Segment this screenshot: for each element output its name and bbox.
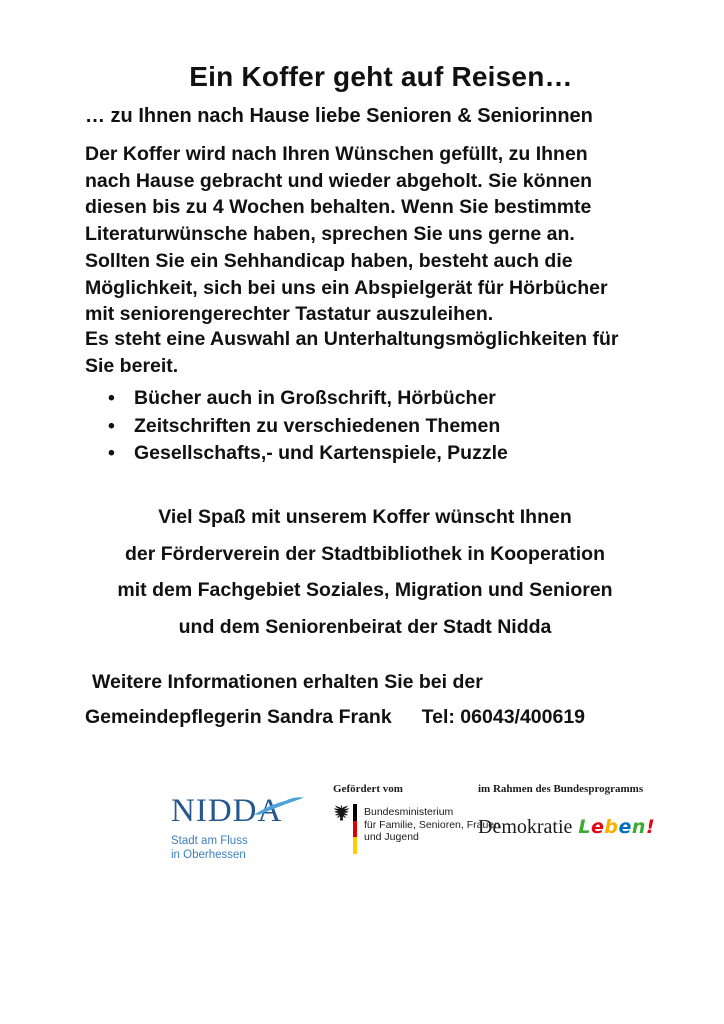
subtitle: … zu Ihnen nach Hause liebe Senioren & Seniorinnen <box>85 105 593 127</box>
contact-phone: Tel: 06043/400619 <box>421 706 586 728</box>
paragraph-auswahl <box>85 326 618 379</box>
nidda-wordmark: NIDDA <box>171 793 283 829</box>
list-item <box>108 413 508 441</box>
nidda-tagline: in Oberhessen <box>171 849 246 861</box>
paragraph-line: Sollten Sie ein Sehhandicap haben, besteht auch die <box>85 250 573 272</box>
paragraph-line: diesen bis zu 4 Wochen behalten. Wenn Sie bestimmte <box>85 196 592 218</box>
paragraph-sehhandicap <box>85 248 608 328</box>
list-item-text: Gesellschafts,- und Kartenspiele, Puzzle <box>134 442 508 464</box>
closing-line: mit dem Fachgebiet Soziales, Migration und Senioren <box>117 579 613 601</box>
paragraph-line: Der Koffer wird nach Ihren Wünschen gefüllt, zu Ihnen <box>85 143 588 165</box>
page-title: Ein Koffer geht auf Reisen… <box>189 60 573 92</box>
bullet-icon: • <box>108 387 115 409</box>
paragraph-line: Literaturwünsche haben, sprechen Sie uns gerne an. <box>85 222 575 245</box>
nidda-bird-icon <box>253 796 305 816</box>
ministry-line: und Jugend <box>364 831 419 843</box>
nidda-tagline: Stadt am Fluss <box>171 835 248 847</box>
paragraph-line: Möglichkeit, sich bei uns ein Abspielgerät für Hörbücher <box>85 276 608 299</box>
list-item <box>108 385 508 413</box>
paragraph-line: Es steht eine Auswahl an Unterhaltungsmöglichkeiten für <box>85 328 619 350</box>
bullet-icon: • <box>108 442 115 464</box>
closing-block <box>0 499 724 645</box>
demokratie-leben-logo <box>478 783 655 839</box>
ministry-line: für Familie, Senioren, Frauen <box>364 818 500 831</box>
list-item <box>108 440 508 468</box>
paragraph-line: nach Hause gebracht und wieder abgeholt. Sie können <box>85 169 593 192</box>
contact-info-line: Weitere Informationen erhalten Sie bei der <box>92 671 483 693</box>
flag-black-band <box>353 804 357 821</box>
flag-red-band <box>353 821 357 837</box>
demokratie-wordmark: Demokratie <box>478 816 573 838</box>
flag-gold-band <box>353 837 357 854</box>
list-item-text: Bücher auch in Großschrift, Hörbücher <box>134 387 496 409</box>
leben-wordmark: Leben! <box>578 816 656 838</box>
ministry-line: Bundesministerium <box>364 806 454 818</box>
paragraph-line: mit seniorengerechter Tastatur auszuleihen. <box>85 303 494 325</box>
nidda-logo <box>171 795 311 862</box>
paragraph-line: Sie bereit. <box>85 354 179 377</box>
closing-line: der Förderverein der Stadtbibliothek in Kooperation <box>125 542 605 565</box>
paragraph-koffer <box>85 141 592 247</box>
closing-line: und dem Seniorenbeirat der Stadt Nidda <box>178 615 552 638</box>
federal-eagle-icon <box>333 804 350 823</box>
program-header: im Rahmen des Bundesprogramms <box>478 783 644 795</box>
bullet-icon: • <box>108 414 115 437</box>
closing-line: Viel Spaß mit unserem Koffer wünscht Ihnen <box>158 506 572 528</box>
funding-header: Gefördert vom <box>333 783 403 795</box>
german-flag-stripe <box>353 804 357 854</box>
contact-name-line <box>85 706 585 729</box>
contact-person: Gemeindepflegerin Sandra Frank <box>85 706 392 728</box>
list-item-text: Zeitschriften zu verschiedenen Themen <box>134 414 501 437</box>
bullet-list <box>108 385 508 468</box>
bmfsfj-logo <box>333 783 500 854</box>
